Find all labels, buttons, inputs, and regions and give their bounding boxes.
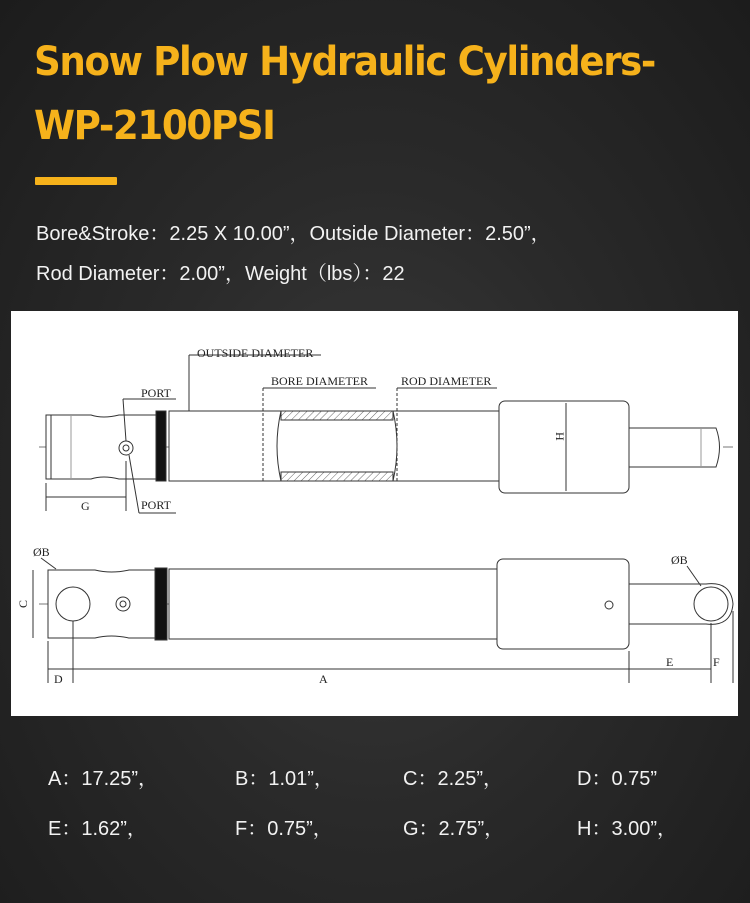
bottom-gland-port [605,601,613,609]
title-line-1: Snow Plow Hydraulic Cylinders- [34,39,655,85]
bottom-port-inner [120,601,126,607]
label-b-right: ØB [671,553,688,567]
top-clevis-end [46,415,161,479]
label-port-bottom: PORT [141,498,171,512]
label-f: F [713,655,720,669]
spec-line-1: Bore&Stroke：2.25 X 10.00”，Outside Diameter：2.50”， [36,223,551,245]
top-gland-head [499,401,629,493]
page-title [34,30,685,158]
dimension-a: A：17.25”， [48,768,159,790]
spec-line-2: Rod Diameter：2.00”，Weight（lbs）：22 [36,263,405,285]
top-barrel [169,411,499,481]
label-g: G [81,499,90,513]
bottom-pin-hole-right [694,587,728,621]
dimension-d: D：0.75” [577,768,658,790]
top-cutaway-hatch-bottom [281,472,393,481]
dimension-c: C：2.25”， [403,768,504,790]
top-cutaway-hatch-top [281,411,393,420]
label-c: C [16,599,30,608]
top-rod [629,428,720,467]
label-port-top: PORT [141,386,171,400]
dimension-b: B：1.01”， [235,768,334,790]
dimension-g: G：2.75”， [403,818,505,840]
bottom-pin-hole-left [56,587,90,621]
bottom-seal-ring [155,568,167,640]
top-port-inner [123,445,129,451]
top-seal-ring [156,411,166,481]
dimension-e: E：1.62”， [48,818,147,840]
technical-drawing [11,311,738,716]
title-line-2: WP-2100PSI [34,103,275,149]
accent-bar [35,177,117,185]
label-d: D [54,672,63,686]
label-b-left: ØB [33,545,50,559]
cylinder-drawing-svg [11,311,738,716]
dimension-h: H：3.00”， [577,818,678,840]
dimension-f: F：0.75”， [235,818,333,840]
label-h: H [553,432,567,441]
label-a: A [319,672,328,686]
label-e: E [666,655,674,669]
label-rod-diameter: ROD DIAMETER [401,374,492,388]
spec-summary [36,214,736,294]
label-outside-diameter: OUTSIDE DIAMETER [197,346,314,360]
b-right-leader [687,566,701,586]
label-bore-diameter: BORE DIAMETER [271,374,368,388]
b-left-leader [41,558,56,569]
bottom-barrel [169,569,497,639]
